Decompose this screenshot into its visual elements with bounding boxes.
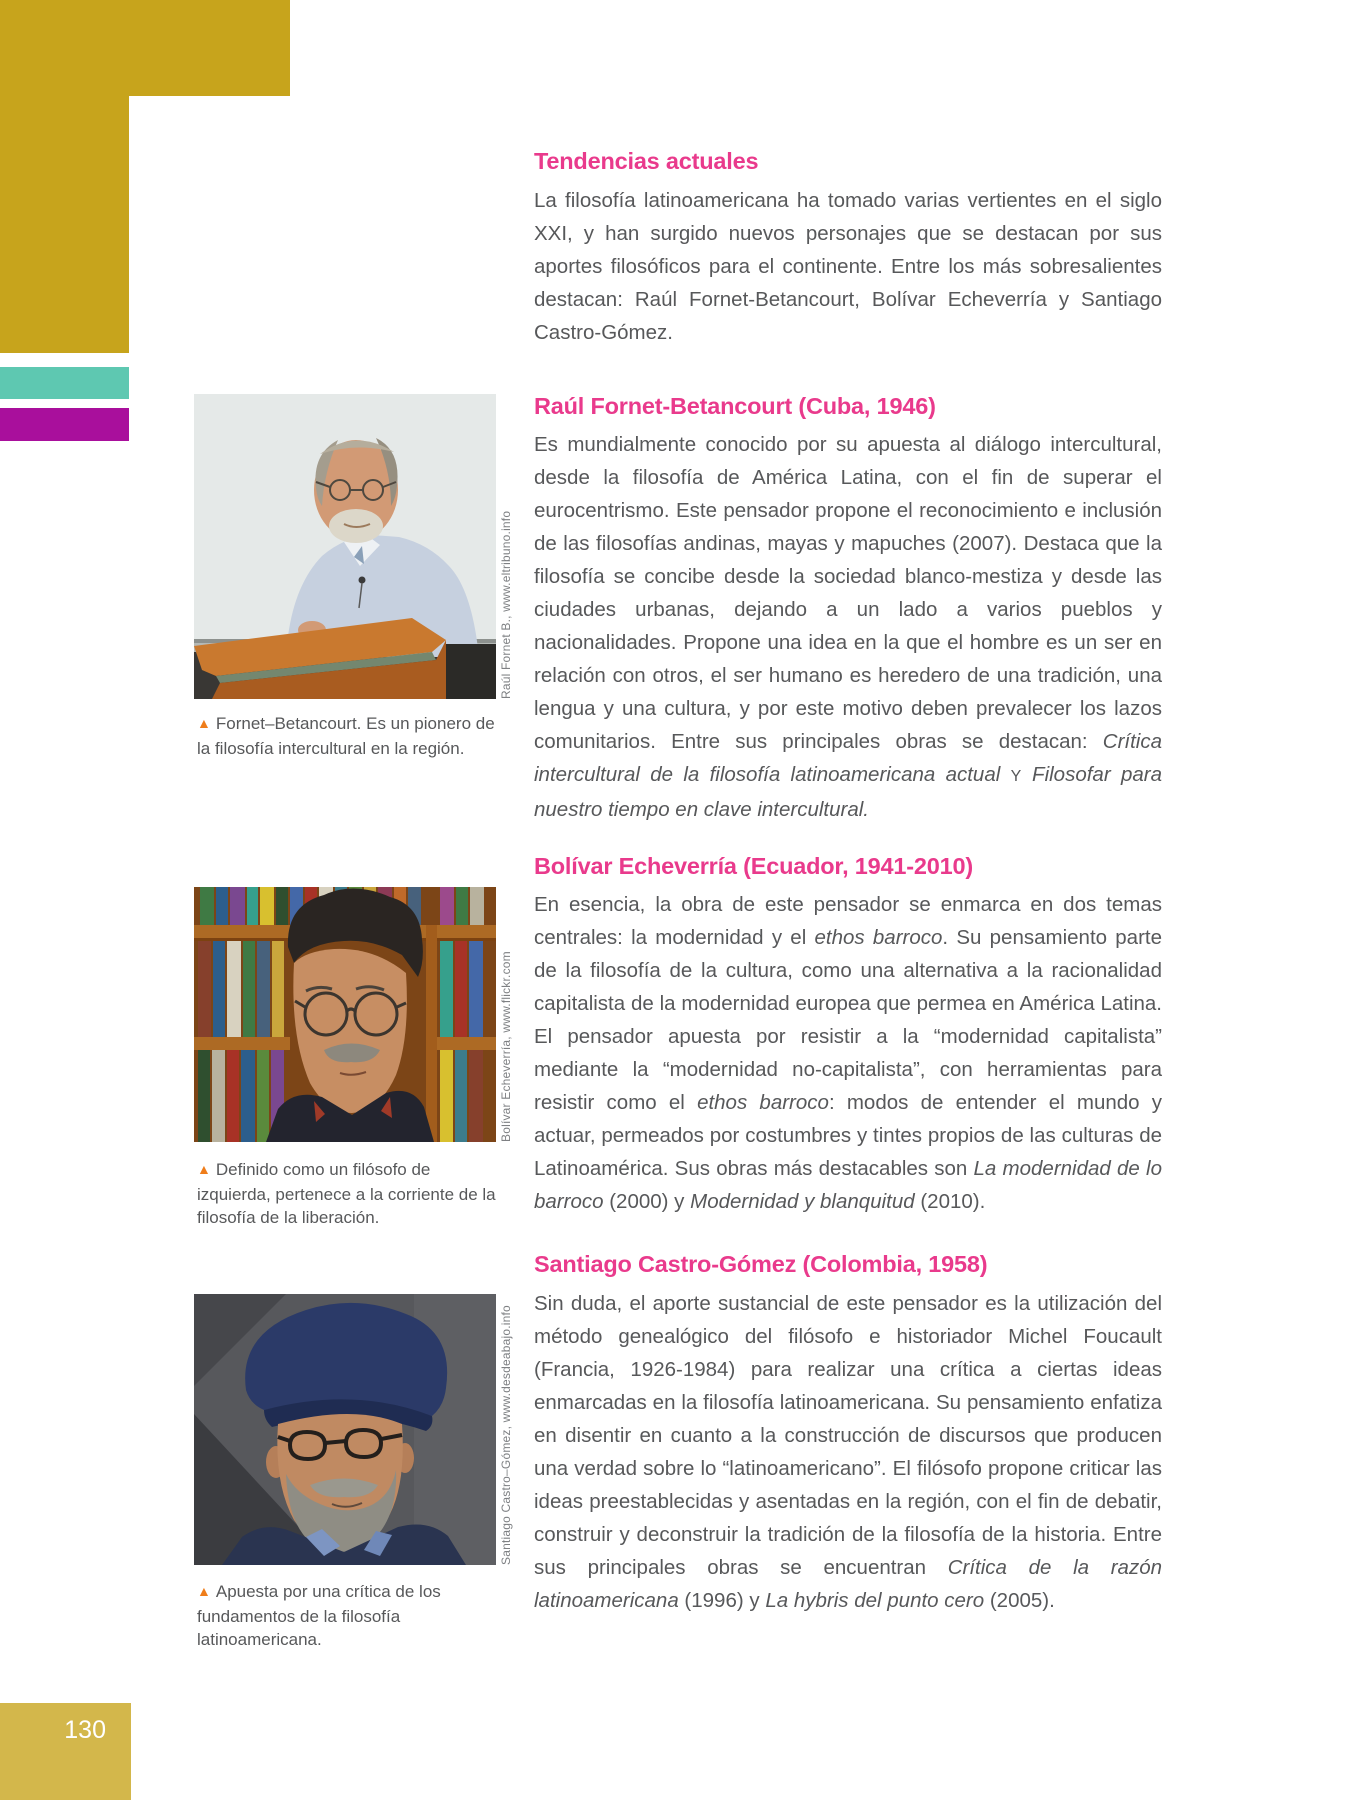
heading-fornet-betancourt: Raúl Fornet-Betancourt (Cuba, 1946) xyxy=(534,393,936,419)
heading-tendencias-actuales: Tendencias actuales xyxy=(534,148,759,174)
page-number: 130 xyxy=(64,1716,106,1744)
caption-triangle-icon: ▲ xyxy=(197,1161,211,1177)
photo-fornet-betancourt-illustration xyxy=(194,394,496,699)
photo-fornet-betancourt xyxy=(194,394,496,699)
caption-castro-gomez xyxy=(197,1580,499,1652)
caption-echeverria xyxy=(197,1158,499,1230)
heading-castro-gomez: Santiago Castro-Gómez (Colombia, 1958) xyxy=(534,1251,988,1277)
photo-bolivar-echeverria-illustration xyxy=(194,887,496,1142)
heading-bolivar-echeverria: Bolívar Echeverría (Ecuador, 1941-2010) xyxy=(534,853,973,879)
margin-decoration-teal-bar xyxy=(0,367,129,399)
photo-credit-fornet: Raúl Fornet B., www.eltribuno.info xyxy=(499,510,513,699)
photo-credit-echeverria: Bolívar Echeverría, www.flickr.com xyxy=(499,951,513,1142)
page-number-block xyxy=(0,1703,131,1800)
photo-castro-gomez-illustration xyxy=(194,1294,496,1565)
margin-decoration-gold-column xyxy=(0,0,129,353)
intro-paragraph: La filosofía latinoamericana ha tomado varias vertientes en el siglo XXI, y han surgido nuevos personajes que se destacan por sus aportes filosóficos para el continente. Entre los más sobresalientes destacan: Raúl Fornet-Betancourt, Bolívar Echeverría y Santiago Castro-Gómez. xyxy=(534,189,1162,344)
caption-text: Definido como un filósofo de izquierda, pertenece a la corriente de la filosofía de la liberación. xyxy=(197,1160,496,1227)
caption-text: Fornet–Betancourt. Es un pionero de la filosofía intercultural en la región. xyxy=(197,714,495,758)
castro-gomez-paragraph: Sin duda, el aporte sustancial de este pensador es la utilización del método genealógico del filósofo e historiador Michel Foucault (Francia, 1926-1984) para realizar una crítica a ciertas ideas enmarcadas en la filosofía latinoamericana. Su pensamiento enfatiza en disentir en cuanto a la construcción de discursos que producen una verdad sobre lo “latinoamericano”. El filósofo propone criticar las ideas preestablecidas y asentadas en la región, con el fin de debatir, construir y deconstruir la tradición de la filosofía de la historia. Entre sus principales obras se encuentran Crítica de la razón latinoamericana (1996) y La hybris del punto cero (2005). xyxy=(534,1292,1162,1612)
fornet-betancourt-paragraph: Es mundialmente conocido por su apuesta al diálogo intercultural, desde la filosofía de América Latina, con el fin de superar el eurocentrismo. Este pensador propone el reconocimiento e inclusión de las filosofías andinas, mayas y mapuches (2007). Destaca que la filosofía se concibe desde la sociedad blanco-mestiza y desde las ciudades urbanas, dejando a un lado a varios pueblos y nacionalidades. Propone una idea en la que el hombre es un ser en relación con otros, el ser humano es heredero de una tradición, una lengua y una cultura, y por este motivo deben prevalecer los lazos comunitarios. Entre sus principales obras se destacan: Crítica intercultural de la filosofía latinoamericana actual Y Filosofar para nuestro tiempo en clave intercultural. xyxy=(534,433,1162,821)
photo-bolivar-echeverria xyxy=(194,887,496,1142)
caption-triangle-icon: ▲ xyxy=(197,1583,211,1599)
caption-triangle-icon: ▲ xyxy=(197,715,211,731)
caption-fornet xyxy=(197,712,499,760)
photo-castro-gomez xyxy=(194,1294,496,1565)
photo-credit-castro-gomez: Santiago Castro–Gómez, www.desdeabajo.info xyxy=(499,1305,513,1565)
bolivar-echeverria-paragraph: En esencia, la obra de este pensador se enmarca en dos temas centrales: la modernidad y el ethos barroco. Su pensamiento parte de la filosofía de la cultura, como una alternativa a la racionalidad capitalista de la modernidad europea que permea en América Latina. El pensador apuesta por resistir a la “modernidad capitalista” mediante la “modernidad no-capitalista”, con herramientas para resistir como el ethos barroco: modos de entender el mundo y actuar, permeados por costumbres y tintes propios de las culturas de Latinoamérica. Sus obras más destacables son La modernidad de lo barroco (2000) y Modernidad y blanquitud (2010). xyxy=(534,893,1163,1213)
caption-text: Apuesta por una crítica de los fundamentos de la filosofía latinoamericana. xyxy=(197,1582,441,1649)
margin-decoration-magenta-bar xyxy=(0,408,129,441)
